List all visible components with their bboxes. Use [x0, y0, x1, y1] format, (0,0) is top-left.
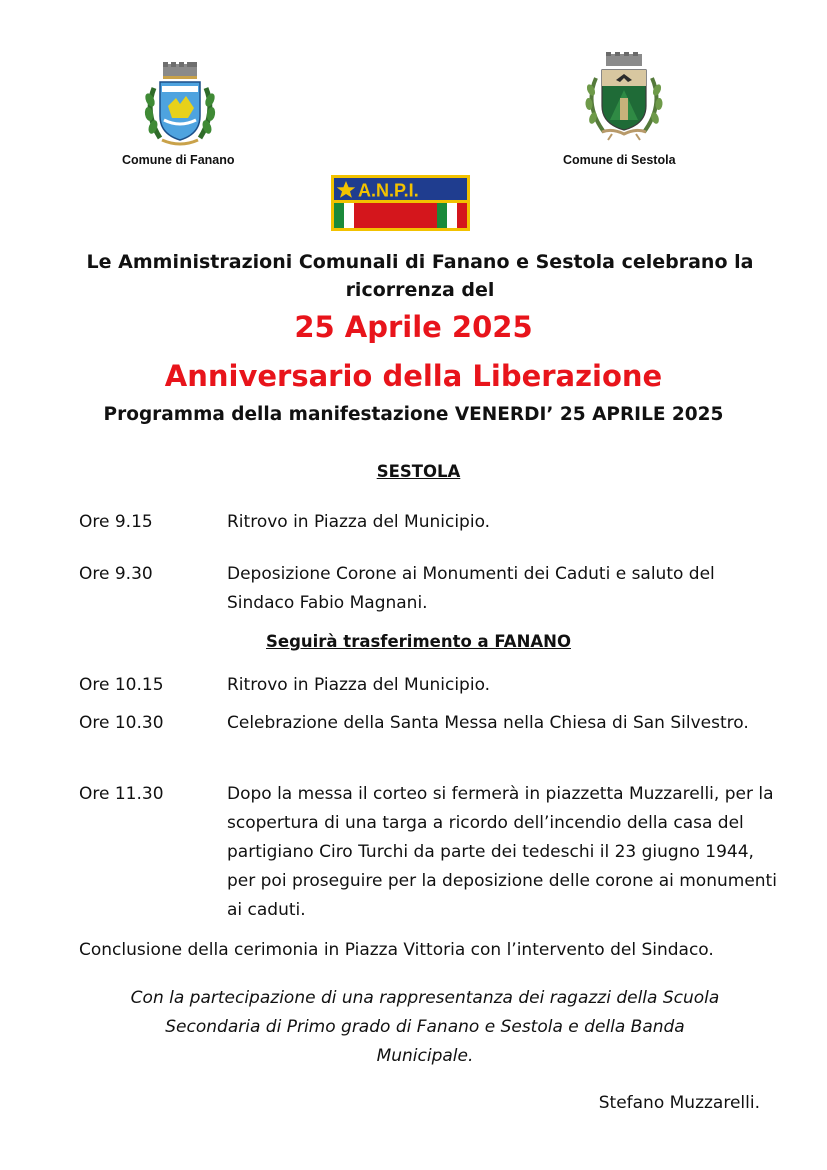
headline-title: Anniversario della Liberazione: [164, 359, 663, 393]
event-time: Ore 9.30: [79, 564, 153, 584]
intro-text: Le Amministrazioni Comunali di Fanano e Sestola celebrano la ricorrenza del: [86, 251, 754, 301]
signature: Stefano Muzzarelli.: [598, 1093, 760, 1113]
sestola-label: Comune di Sestola: [563, 153, 676, 167]
program-line: Programma della manifestazione VENERDI’ 25 APRILE 2025: [103, 404, 724, 425]
headline-date: 25 Aprile 2025: [294, 310, 533, 344]
event-description: Ritrovo in Piazza del Municipio.: [227, 675, 491, 695]
section-title-transfer: Seguirà trasferimento a FANANO: [266, 632, 571, 651]
fanano-coat-of-arms: [140, 58, 220, 150]
event-time: Ore 10.30: [79, 713, 164, 733]
event-time: Ore 9.15: [79, 512, 153, 532]
section-title-sestola: SESTOLA: [376, 462, 461, 481]
fanano-label: Comune di Fanano: [122, 153, 235, 167]
event-description: Dopo la messa il corteo si fermerà in piazzetta Muzzarelli, per la scopertura di una targa a ricordo dell’incendio della casa del partigiano Ciro Turchi da parte dei tedeschi il 23 giugno 1944, per poi proseguire per la deposizione delle corone ai monumenti ai caduti.: [227, 784, 777, 920]
anpi-logo: [331, 175, 470, 231]
participation-text: Con la partecipazione di una rappresentanza dei ragazzi della Scuola Secondaria di Primo grado di Fanano e Sestola e della Banda Municipale.: [130, 988, 720, 1066]
sestola-coat-of-arms: [582, 50, 666, 142]
event-description: Ritrovo in Piazza del Municipio.: [227, 512, 491, 532]
event-description: Celebrazione della Santa Messa nella Chiesa di San Silvestro.: [227, 713, 749, 733]
anpi-logo-text: A.N.P.I.: [358, 180, 419, 201]
event-time: Ore 11.30: [79, 784, 164, 804]
event-description: Deposizione Corone ai Monumenti dei Caduti e saluto del Sindaco Fabio Magnani.: [227, 564, 715, 613]
conclusion-text: Conclusione della cerimonia in Piazza Vittoria con l’intervento del Sindaco.: [79, 940, 714, 960]
event-time: Ore 10.15: [79, 675, 164, 695]
